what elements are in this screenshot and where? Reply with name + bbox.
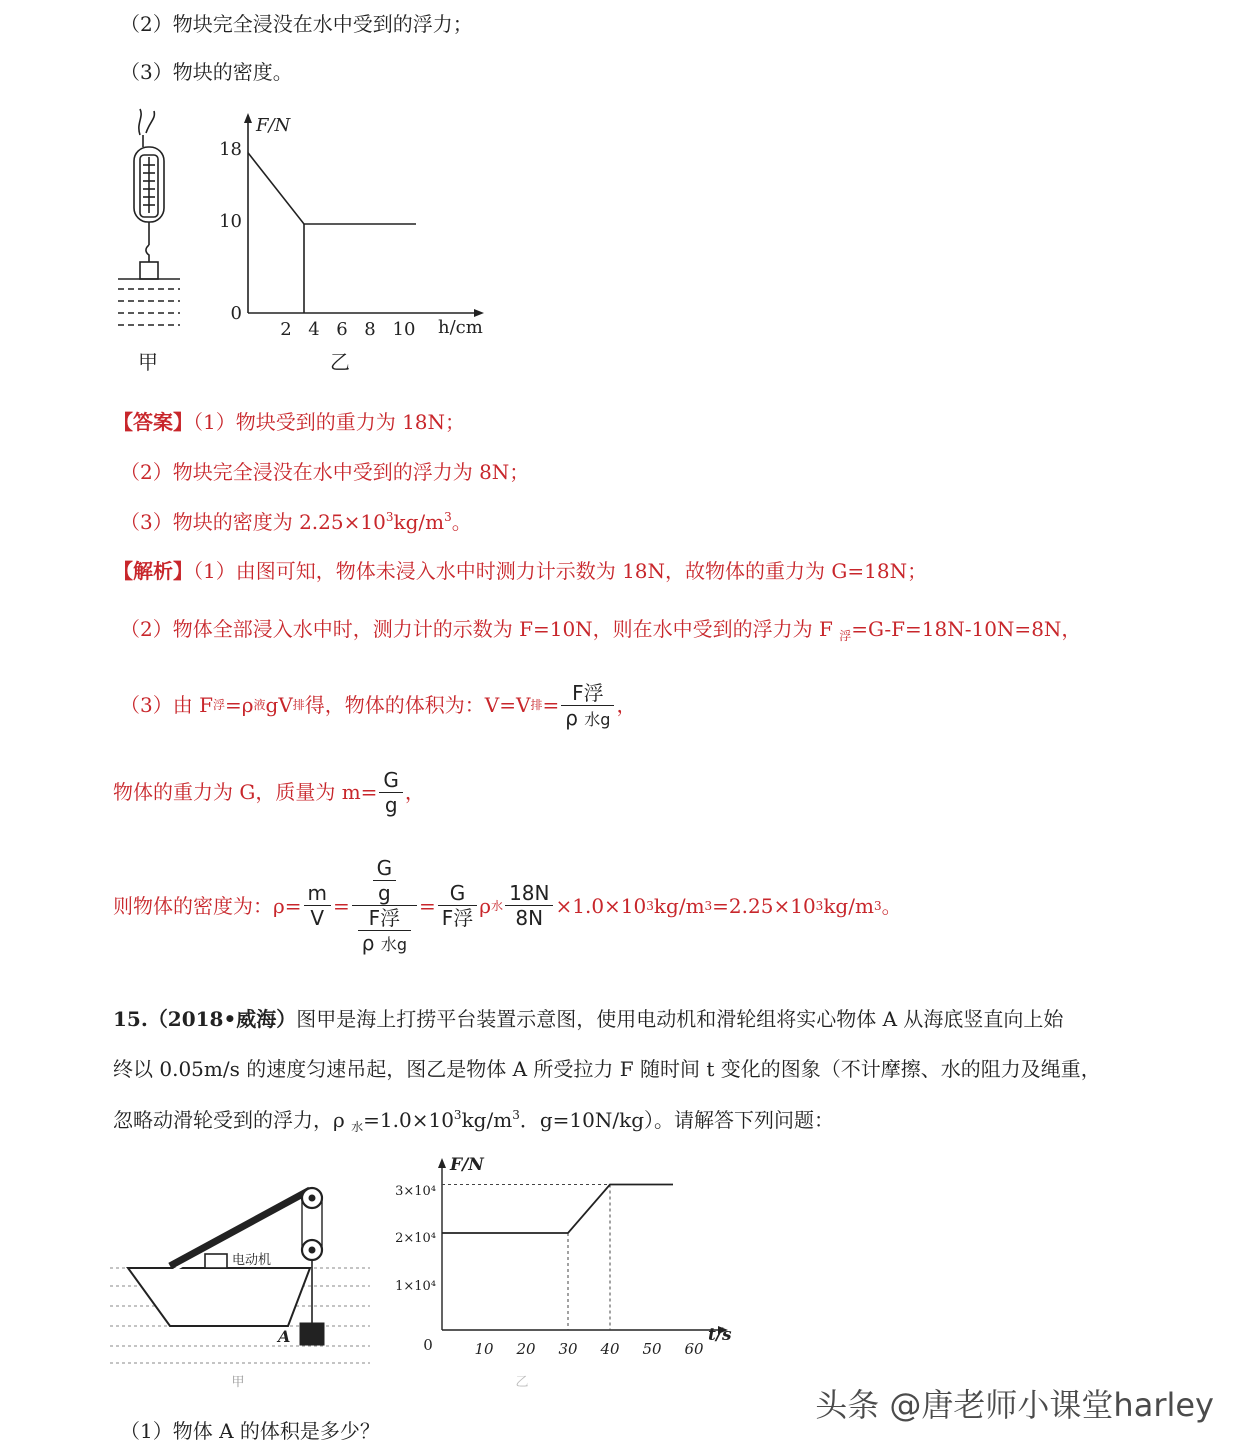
x-tick-2: 2: [280, 319, 292, 340]
density-fraction-m-v: $\frac{m}{V}$: [304, 883, 331, 928]
q15-line-3: 忽略动滑轮受到的浮力，ρ $_水=1.0\times 10^3kg/m^3$．g=10N/kg）。请解答下列问题：: [113, 1108, 834, 1134]
x-tick-20: 20: [516, 1340, 536, 1358]
analysis-line-4: 物体的重力为 G，质量为 m= $\frac{G}{g}$ ，: [113, 767, 425, 817]
q15-line-2: 终以 0.05m/s 的速度匀速吊起，图乙是物体 A 所受拉力 F 随时间 t 变化的图象（不计摩擦、水的阻力及绳重，: [113, 1057, 1101, 1081]
y-tick-2e4: 2×10⁴: [395, 1231, 436, 1246]
x-tick-40: 40: [600, 1340, 620, 1358]
y-axis-label: F/N: [256, 115, 291, 136]
g-over-f-fraction: $\frac{G}{\text{F浮}}$: [438, 883, 478, 928]
force-curve: [248, 153, 416, 224]
answer-line-1: [113, 412, 465, 432]
salvage-platform-diagram: [110, 1188, 370, 1363]
y-tick-0: 0: [230, 303, 242, 324]
tension-curve: [442, 1185, 673, 1234]
analysis-line-5: 则物体的密度为：ρ= $\frac{m}{V}$ = $\frac{\frac{G}{g}}{\frac{\text{F浮}}{\text{ρ 水g}}}$ = $\frac{G}{\text{F浮}}$ ρ 水 $\frac{18N}{8N}$ ×1.0×10 3 kg/m 3 =2.25×10 3 kg/m 3 。: [113, 856, 902, 955]
x-axis-label: t/s: [708, 1325, 732, 1345]
numeric-fraction: $\frac{18N}{8N}$: [505, 883, 553, 928]
spring-scale-diagram: [118, 109, 180, 325]
figure-2-graph: [395, 1155, 732, 1358]
answer-2: （2）物块完全浸没在水中受到的浮力为 8N；: [120, 460, 530, 484]
answer-1: （1）物块受到的重力为 18N；: [193, 410, 466, 434]
y-axis-label: F/N: [450, 1155, 484, 1175]
answer-tag: 【答案】: [113, 410, 193, 434]
question-2: （2）物块完全浸没在水中受到的浮力；: [120, 12, 473, 36]
y-tick-10: 10: [219, 211, 242, 232]
analysis-line-1: 【解析】（1）由图可知，物体未浸入水中时测力计示数为 18N，故物体的重力为 G=18N；: [113, 559, 928, 583]
x-tick-8: 8: [364, 319, 376, 340]
analysis-line-3: （3）由 F 浮 =ρ 液 gV 排 得，物体的体积为：V=V 排 = $\frac{\text{F浮}}{\text{ρ 水g}}$ ，: [120, 680, 637, 730]
y-tick-3e4: 3×10⁴: [395, 1184, 436, 1199]
figure-1-left-label: 甲: [138, 350, 158, 374]
figure-1: [110, 105, 510, 380]
y-tick-18: 18: [219, 139, 242, 160]
figure-1-graph: [219, 113, 484, 340]
x-axis-label: h/cm: [438, 317, 483, 338]
analysis-line-2: （2）物体全部浸入水中时，测力计的示数为 F=10N，则在水中受到的浮力为 F $_浮$=G-F=18N-10N=8N，: [120, 617, 1082, 643]
x-tick-60: 60: [684, 1340, 704, 1358]
x-tick-6: 6: [336, 319, 348, 340]
x-tick-50: 50: [642, 1340, 662, 1358]
mass-fraction: $\frac{G}{g}$: [379, 770, 403, 815]
x-tick-10: 10: [392, 319, 416, 340]
q15-sub-question-1: （1）物体 A 的体积是多少？: [120, 1419, 380, 1443]
figure-2-right-label: 乙: [515, 1375, 529, 1390]
q15-number: 15.（2018•威海）: [113, 1007, 297, 1031]
object-a-label: A: [278, 1327, 291, 1346]
y-tick-0: 0: [423, 1336, 433, 1354]
q15-line-1: 15.（2018•威海）图甲是海上打捞平台装置示意图，使用电动机和滑轮组将实心物体 A 从海底竖直向上始: [113, 1007, 1064, 1031]
motor-label: 电动机: [232, 1253, 272, 1268]
x-tick-30: 30: [558, 1340, 578, 1358]
figure-2-left-label: 甲: [231, 1375, 245, 1390]
question-3: （3）物块的密度。: [120, 60, 293, 84]
x-tick-4: 4: [308, 319, 320, 340]
analysis-tag: 【解析】: [113, 559, 193, 583]
watermark: 头条 @唐老师小课堂harley: [815, 1386, 1214, 1424]
answer-3: （3）物块的密度为 $2.25\times 10^3kg/m^3$。: [120, 510, 472, 534]
compound-fraction: $\frac{\frac{G}{g}}{\frac{\text{F浮}}{\text{ρ 水g}}}$: [352, 858, 417, 953]
figure-1-right-label: 乙: [330, 350, 350, 374]
x-tick-10: 10: [474, 1340, 494, 1358]
figure-2: [110, 1148, 750, 1393]
volume-fraction: $\frac{\text{F浮}}{\text{ρ 水g}}$: [561, 683, 614, 728]
y-tick-1e4: 1×10⁴: [395, 1279, 436, 1294]
